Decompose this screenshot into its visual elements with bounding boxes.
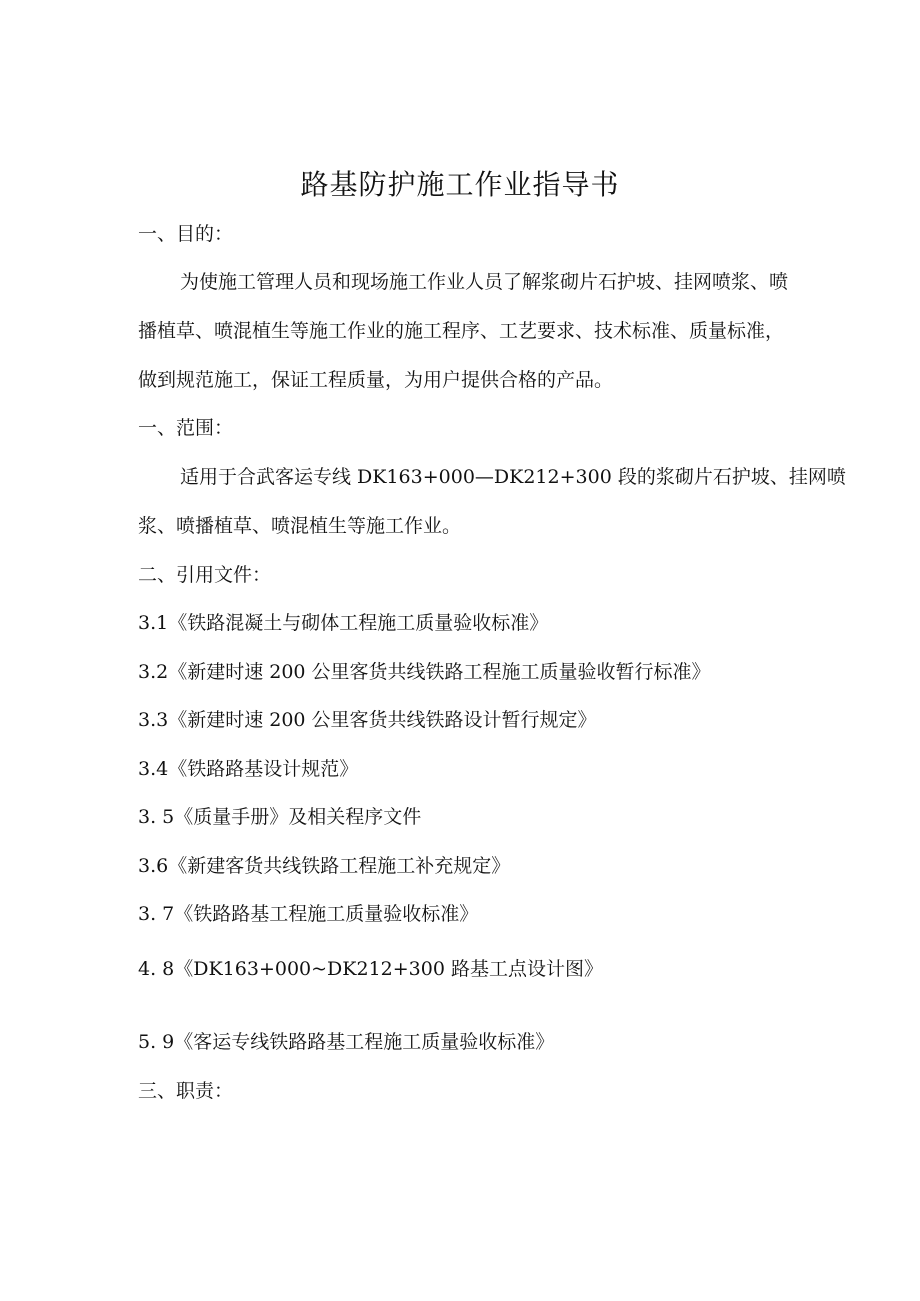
section-heading-scope: 一、范围： [138, 417, 234, 439]
reference-item: 4. 8《DK163+000~DK212+300 路基工点设计图》 [138, 958, 603, 980]
reference-item: 5. 9《客运专线铁路路基工程施工质量验收标准》 [138, 1031, 555, 1053]
paragraph-line: 浆、喷播植草、喷混植生等施工作业。 [138, 515, 462, 537]
reference-item: 3. 5《质量手册》及相关程序文件 [138, 806, 422, 828]
section-heading-duties: 三、职责： [138, 1080, 234, 1102]
reference-item: 3.1《铁路混凝土与砌体工程施工质量验收标准》 [138, 612, 549, 634]
paragraph-line: 播植草、喷混植生等施工作业的施工程序、工艺要求、技术标准、质量标准， [138, 320, 785, 342]
reference-item: 3.4《铁路路基设计规范》 [138, 758, 359, 780]
paragraph-line: 为使施工管理人员和现场施工作业人员了解浆砌片石护坡、挂网喷浆、喷 [180, 271, 789, 293]
document-title: 路基防护施工作业指导书 [300, 168, 620, 201]
paragraph-line: 适用于合武客运专线 DK163+000—DK212+300 段的浆砌片石护坡、挂网喷 [180, 466, 846, 488]
section-heading-purpose: 一、目的： [138, 223, 234, 245]
reference-item: 3.6《新建客货共线铁路工程施工补充规定》 [138, 855, 511, 877]
section-heading-references: 二、引用文件： [138, 564, 272, 586]
reference-item: 3.3《新建时速 200 公里客货共线铁路设计暂行规定》 [138, 709, 597, 731]
reference-item: 3. 7《铁路路基工程施工质量验收标准》 [138, 903, 479, 925]
reference-item: 3.2《新建时速 200 公里客货共线铁路工程施工质量验收暂行标准》 [138, 661, 711, 683]
paragraph-line: 做到规范施工，保证工程质量，为用户提供合格的产品。 [138, 369, 614, 391]
